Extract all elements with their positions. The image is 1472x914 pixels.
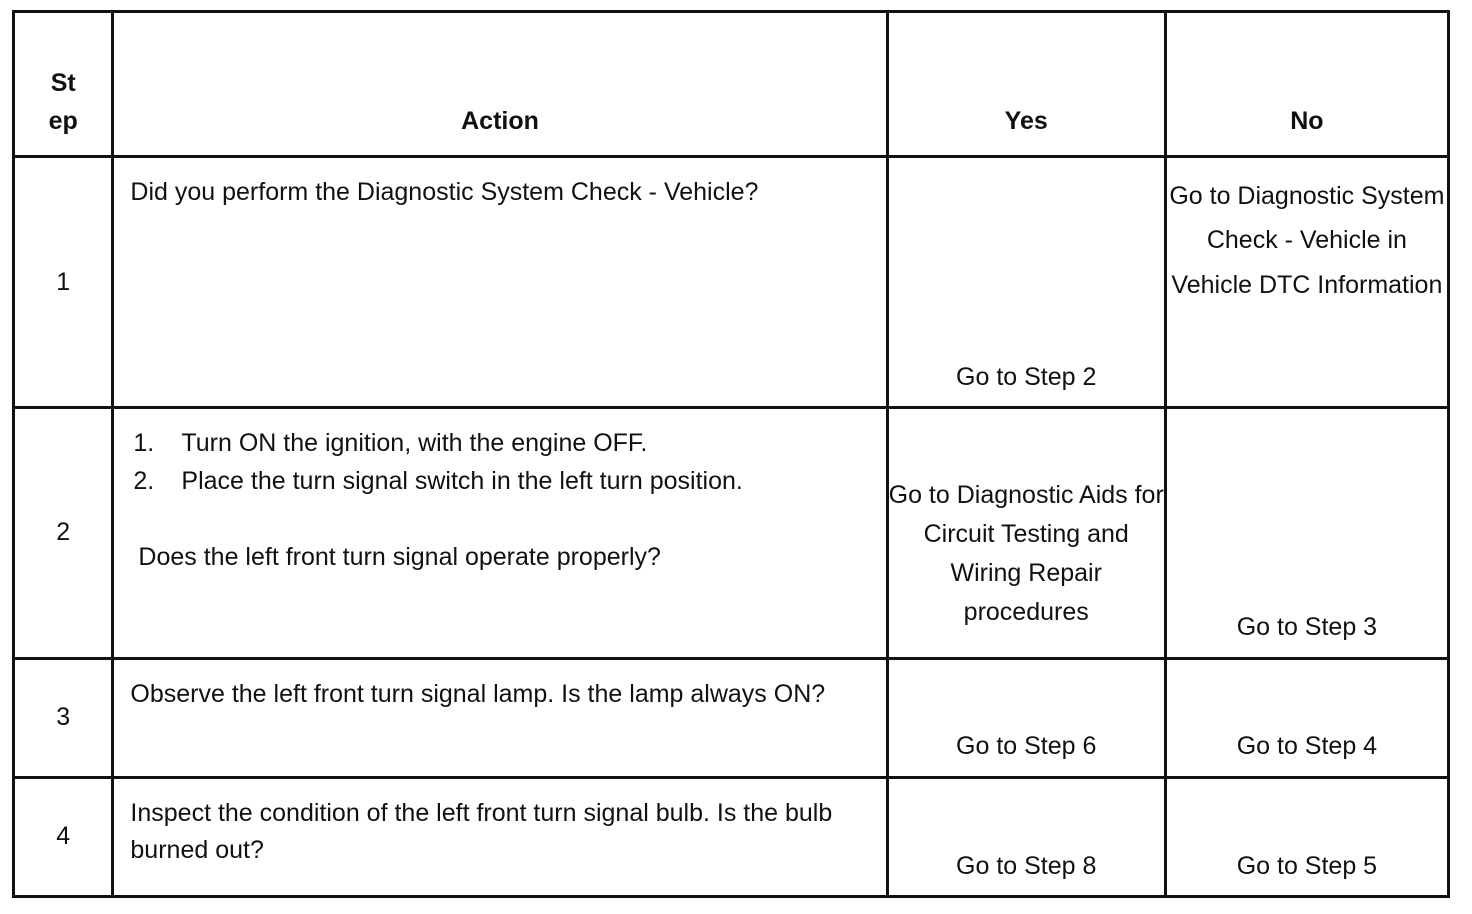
table-row xyxy=(14,777,1449,896)
action-step-number: 2. xyxy=(133,466,155,495)
header-step-line1: St xyxy=(50,68,76,97)
action-question: Does the left front turn signal operate properly? xyxy=(138,543,661,572)
step-number: 2 xyxy=(14,408,113,658)
action-step-text: Turn ON the ignition, with the engine OFF. xyxy=(181,429,648,458)
step-number: 4 xyxy=(14,777,113,896)
table-row xyxy=(14,157,1449,408)
yes-result: Go to Step 8 xyxy=(887,777,1165,896)
no-result: Go to Step 3 xyxy=(1165,408,1448,658)
action-step-text: Place the turn signal switch in the left turn position. xyxy=(181,466,743,495)
step-number: 3 xyxy=(14,658,113,777)
action-step-item xyxy=(130,425,869,463)
table-row xyxy=(14,408,1449,658)
table-row xyxy=(14,658,1449,777)
action-step-item xyxy=(130,463,869,501)
header-no: No xyxy=(1165,12,1448,157)
header-step xyxy=(14,12,113,157)
diagnostic-table xyxy=(12,10,1450,898)
action-text: Inspect the condition of the left front turn signal bulb. Is the bulb burned out? xyxy=(113,777,887,896)
header-yes: Yes xyxy=(887,12,1165,157)
yes-result: Go to Diagnostic Aids for Circuit Testing and Wiring Repair procedures xyxy=(887,408,1165,658)
header-action: Action xyxy=(113,12,887,157)
no-result: Go to Diagnostic System Check - Vehicle in Vehicle DTC Information xyxy=(1165,157,1448,408)
step-number: 1 xyxy=(14,157,113,408)
action-text: Did you perform the Diagnostic System Check - Vehicle? xyxy=(113,157,887,408)
no-result: Go to Step 4 xyxy=(1165,658,1448,777)
action-step-number: 1. xyxy=(133,429,155,458)
action-cell xyxy=(113,408,887,658)
table-header-row xyxy=(14,12,1449,157)
yes-result: Go to Step 6 xyxy=(887,658,1165,777)
yes-result: Go to Step 2 xyxy=(887,157,1165,408)
action-text: Observe the left front turn signal lamp. Is the lamp always ON? xyxy=(113,658,887,777)
header-step-line2: ep xyxy=(48,107,78,136)
no-result: Go to Step 5 xyxy=(1165,777,1448,896)
